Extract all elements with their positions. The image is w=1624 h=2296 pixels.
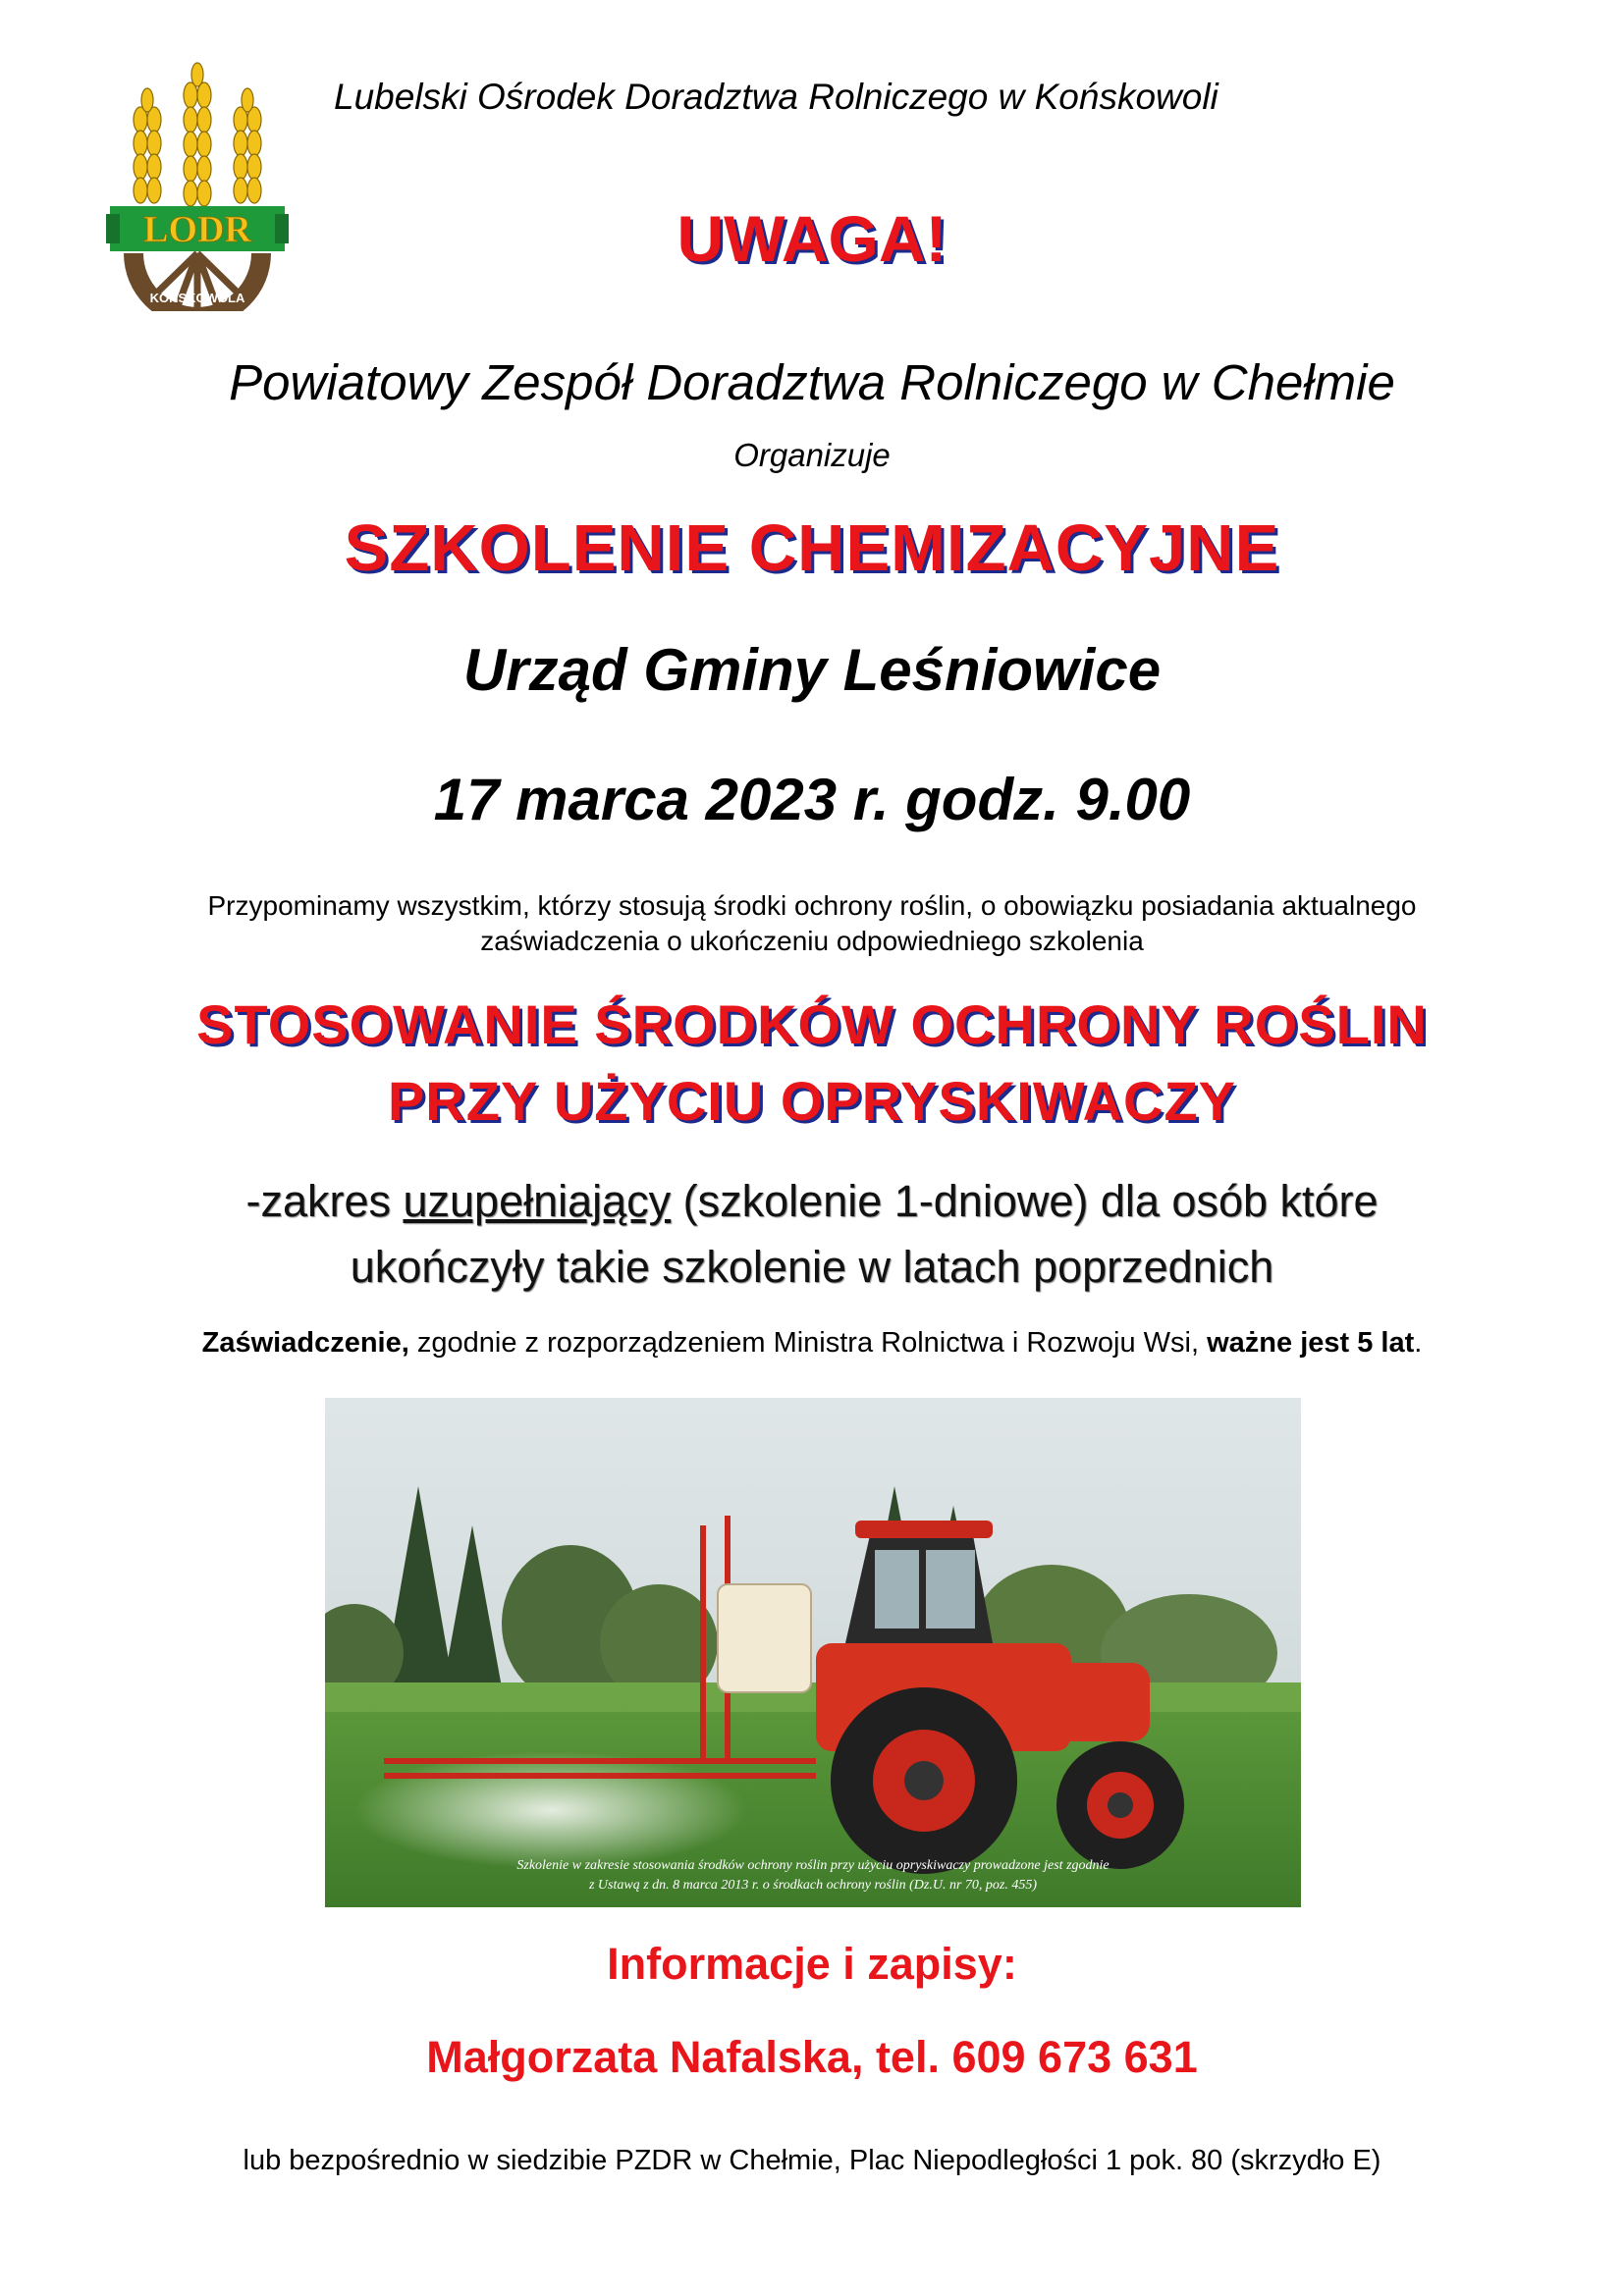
- photo-caption-line-2: z Ustawą z dn. 8 marca 2013 r. o środkach ochrony roślin (Dz.U. nr 70, poz. 455): [588, 1878, 1038, 1893]
- sprayer-tank: [718, 1584, 811, 1692]
- course-line-2: PRZY UŻYCIU OPRYSKIWACZY: [387, 1070, 1237, 1132]
- course-name: [0, 987, 1624, 1140]
- spray-mist: [354, 1751, 747, 1869]
- scope-rest: (szkolenie 1-dniowe) dla osób które: [671, 1176, 1379, 1226]
- training-date: 17 marca 2023 r. godz. 9.00: [433, 767, 1191, 832]
- photo-caption-line-1: Szkolenie w zakresie stosowania środków ochrony roślin przy użyciu opryskiwaczy prowadzone jest zgodnie: [516, 1858, 1110, 1873]
- organization-name: Lubelski Ośrodek Doradztwa Rolniczego w Końskowoli: [334, 77, 1218, 117]
- contact-person: Małgorzata Nafalska, tel. 609 673 631: [426, 2032, 1198, 2082]
- course-scope: [0, 1168, 1624, 1300]
- reminder-line-2: zaświadczenia o ukończeniu odpowiedniego szkolenia: [480, 926, 1144, 956]
- wheat-logo-icon: [134, 63, 261, 206]
- tractor-sprayer-photo: [325, 1398, 1301, 1907]
- alert-heading: UWAGA!: [677, 202, 947, 275]
- organizes-label: Organizuje: [733, 437, 891, 473]
- cert-bold: Zaświadczenie,: [201, 1327, 409, 1359]
- training-title: SZKOLENIE CHEMIZACYJNE: [344, 511, 1280, 585]
- reminder-line-1: Przypominamy wszystkim, którzy stosują środki ochrony roślin, o obowiązku posiadania aktualnego: [207, 890, 1417, 921]
- scope-prefix: -zakres: [245, 1176, 404, 1226]
- certificate-note: [0, 1327, 1624, 1360]
- logo-abbrev: LODR: [143, 209, 251, 250]
- organizer-name: Powiatowy Zespół Doradztwa Rolniczego w Chełmie: [229, 354, 1395, 410]
- cert-validity: ważne jest 5 lat: [1207, 1327, 1415, 1359]
- scope-underlined: uzupełniający: [403, 1176, 672, 1226]
- info-heading: Informacje i zapisy:: [607, 1939, 1017, 1989]
- course-line-1: STOSOWANIE ŚRODKÓW OCHRONY ROŚLIN: [196, 993, 1428, 1055]
- cert-end: .: [1414, 1327, 1423, 1359]
- training-place: Urząd Gminy Leśniowice: [462, 637, 1162, 703]
- cert-text: zgodnie z rozporządzeniem Ministra Rolnictwa i Rozwoju Wsi,: [408, 1327, 1208, 1359]
- reminder-text: [0, 888, 1624, 959]
- scope-line-2: ukończyły takie szkolenie w latach poprzednich: [350, 1242, 1274, 1292]
- logo-town: KOŃSKOWOLA: [149, 291, 245, 305]
- office-address: lub bezpośrednio w siedzibie PZDR w Chełmie, Plac Niepodległości 1 pok. 80 (skrzydło E): [243, 2145, 1381, 2176]
